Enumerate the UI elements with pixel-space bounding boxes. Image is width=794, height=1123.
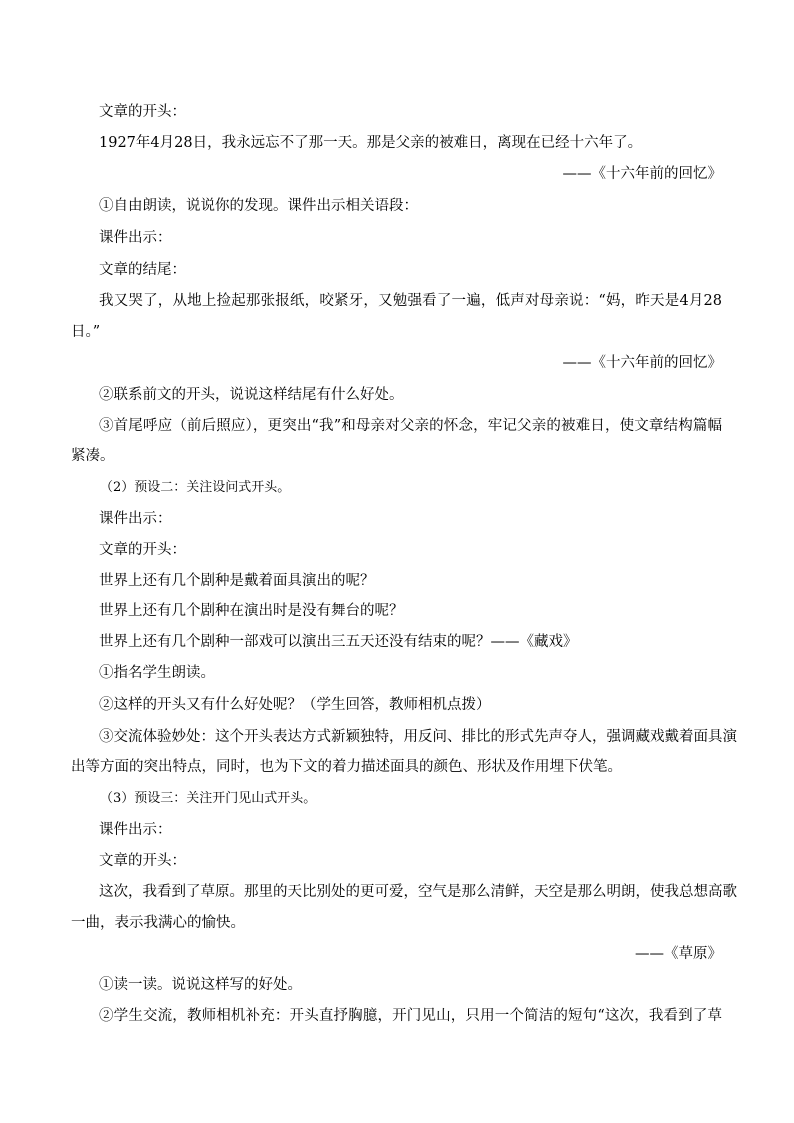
text-line: 文章的开头： bbox=[99, 853, 186, 869]
text-line: 文章的结尾： bbox=[99, 262, 186, 278]
text-line: 出等方面的突出特点，同时，也为下文的着力描述面具的颜色、形状及作用埋下伏笔。 bbox=[71, 759, 622, 775]
text-line: ②学生交流，教师相机补充：开头直抒胸臆，开门见山，只用一个简洁的短句“这次，我看到了草 bbox=[99, 1008, 722, 1024]
text-line: ③首尾呼应（前后照应），更突出“我”和母亲对父亲的怀念，牢记父亲的被难日，使文章结构篇幅 bbox=[99, 418, 722, 434]
source-attribution: ——《草原》 bbox=[635, 946, 722, 962]
text-line: 日。” bbox=[71, 324, 101, 340]
text-line: 世界上还有几个剧种在演出时是没有舞台的呢？ bbox=[99, 603, 404, 619]
text-line: 世界上还有几个剧种是戴着面具演出的呢？ bbox=[99, 573, 375, 589]
text-line: ②这样的开头又有什么好处呢？（学生回答，教师相机点拨） bbox=[99, 697, 491, 713]
text-line: 文章的开头： bbox=[99, 542, 186, 558]
text-line: ①读一读。说说这样写的好处。 bbox=[99, 977, 302, 993]
text-line: 一曲，表示我满心的愉快。 bbox=[71, 915, 245, 931]
section-heading: （3）预设三：关注开门见山式开头。 bbox=[100, 791, 317, 806]
text-line: 我又哭了，从地上捡起那张报纸，咬紧牙，又勉强看了一遍，低声对母亲说：“妈，昨天是4月28 bbox=[99, 293, 722, 309]
text-line: 文章的开头： bbox=[99, 104, 186, 120]
text-line: 世界上还有几个剧种一部戏可以演出三五天还没有结束的呢？——《藏戏》 bbox=[99, 634, 578, 650]
text-line: ①自由朗读，说说你的发现。课件出示相关语段： bbox=[99, 198, 418, 214]
text-line: 课件出示： bbox=[99, 230, 172, 246]
text-line: ①指名学生朗读。 bbox=[99, 665, 215, 681]
source-attribution: ——《十六年前的回忆》 bbox=[562, 355, 722, 371]
text-line: 这次，我看到了草原。那里的天比别处的更可爱，空气是那么清鲜，天空是那么明朗，使我总想高歌 bbox=[99, 884, 737, 900]
text-line: ③交流体验妙处：这个开头表达方式新颖独特，用反问、排比的形式先声夺人，强调藏戏戴着面具演 bbox=[99, 729, 737, 745]
text-line: 紧凑。 bbox=[71, 448, 115, 464]
text-line: 1927年4月28日，我永远忘不了那一天。那是父亲的被难日，离现在已经十六年了。 bbox=[99, 135, 643, 151]
text-line: 课件出示： bbox=[99, 511, 172, 527]
text-line: ②联系前文的开头，说说这样结尾有什么好处。 bbox=[99, 387, 404, 403]
text-line: 课件出示： bbox=[99, 822, 172, 838]
source-attribution: ——《十六年前的回忆》 bbox=[562, 166, 722, 182]
section-heading: （2）预设二：关注设问式开头。 bbox=[100, 480, 291, 495]
